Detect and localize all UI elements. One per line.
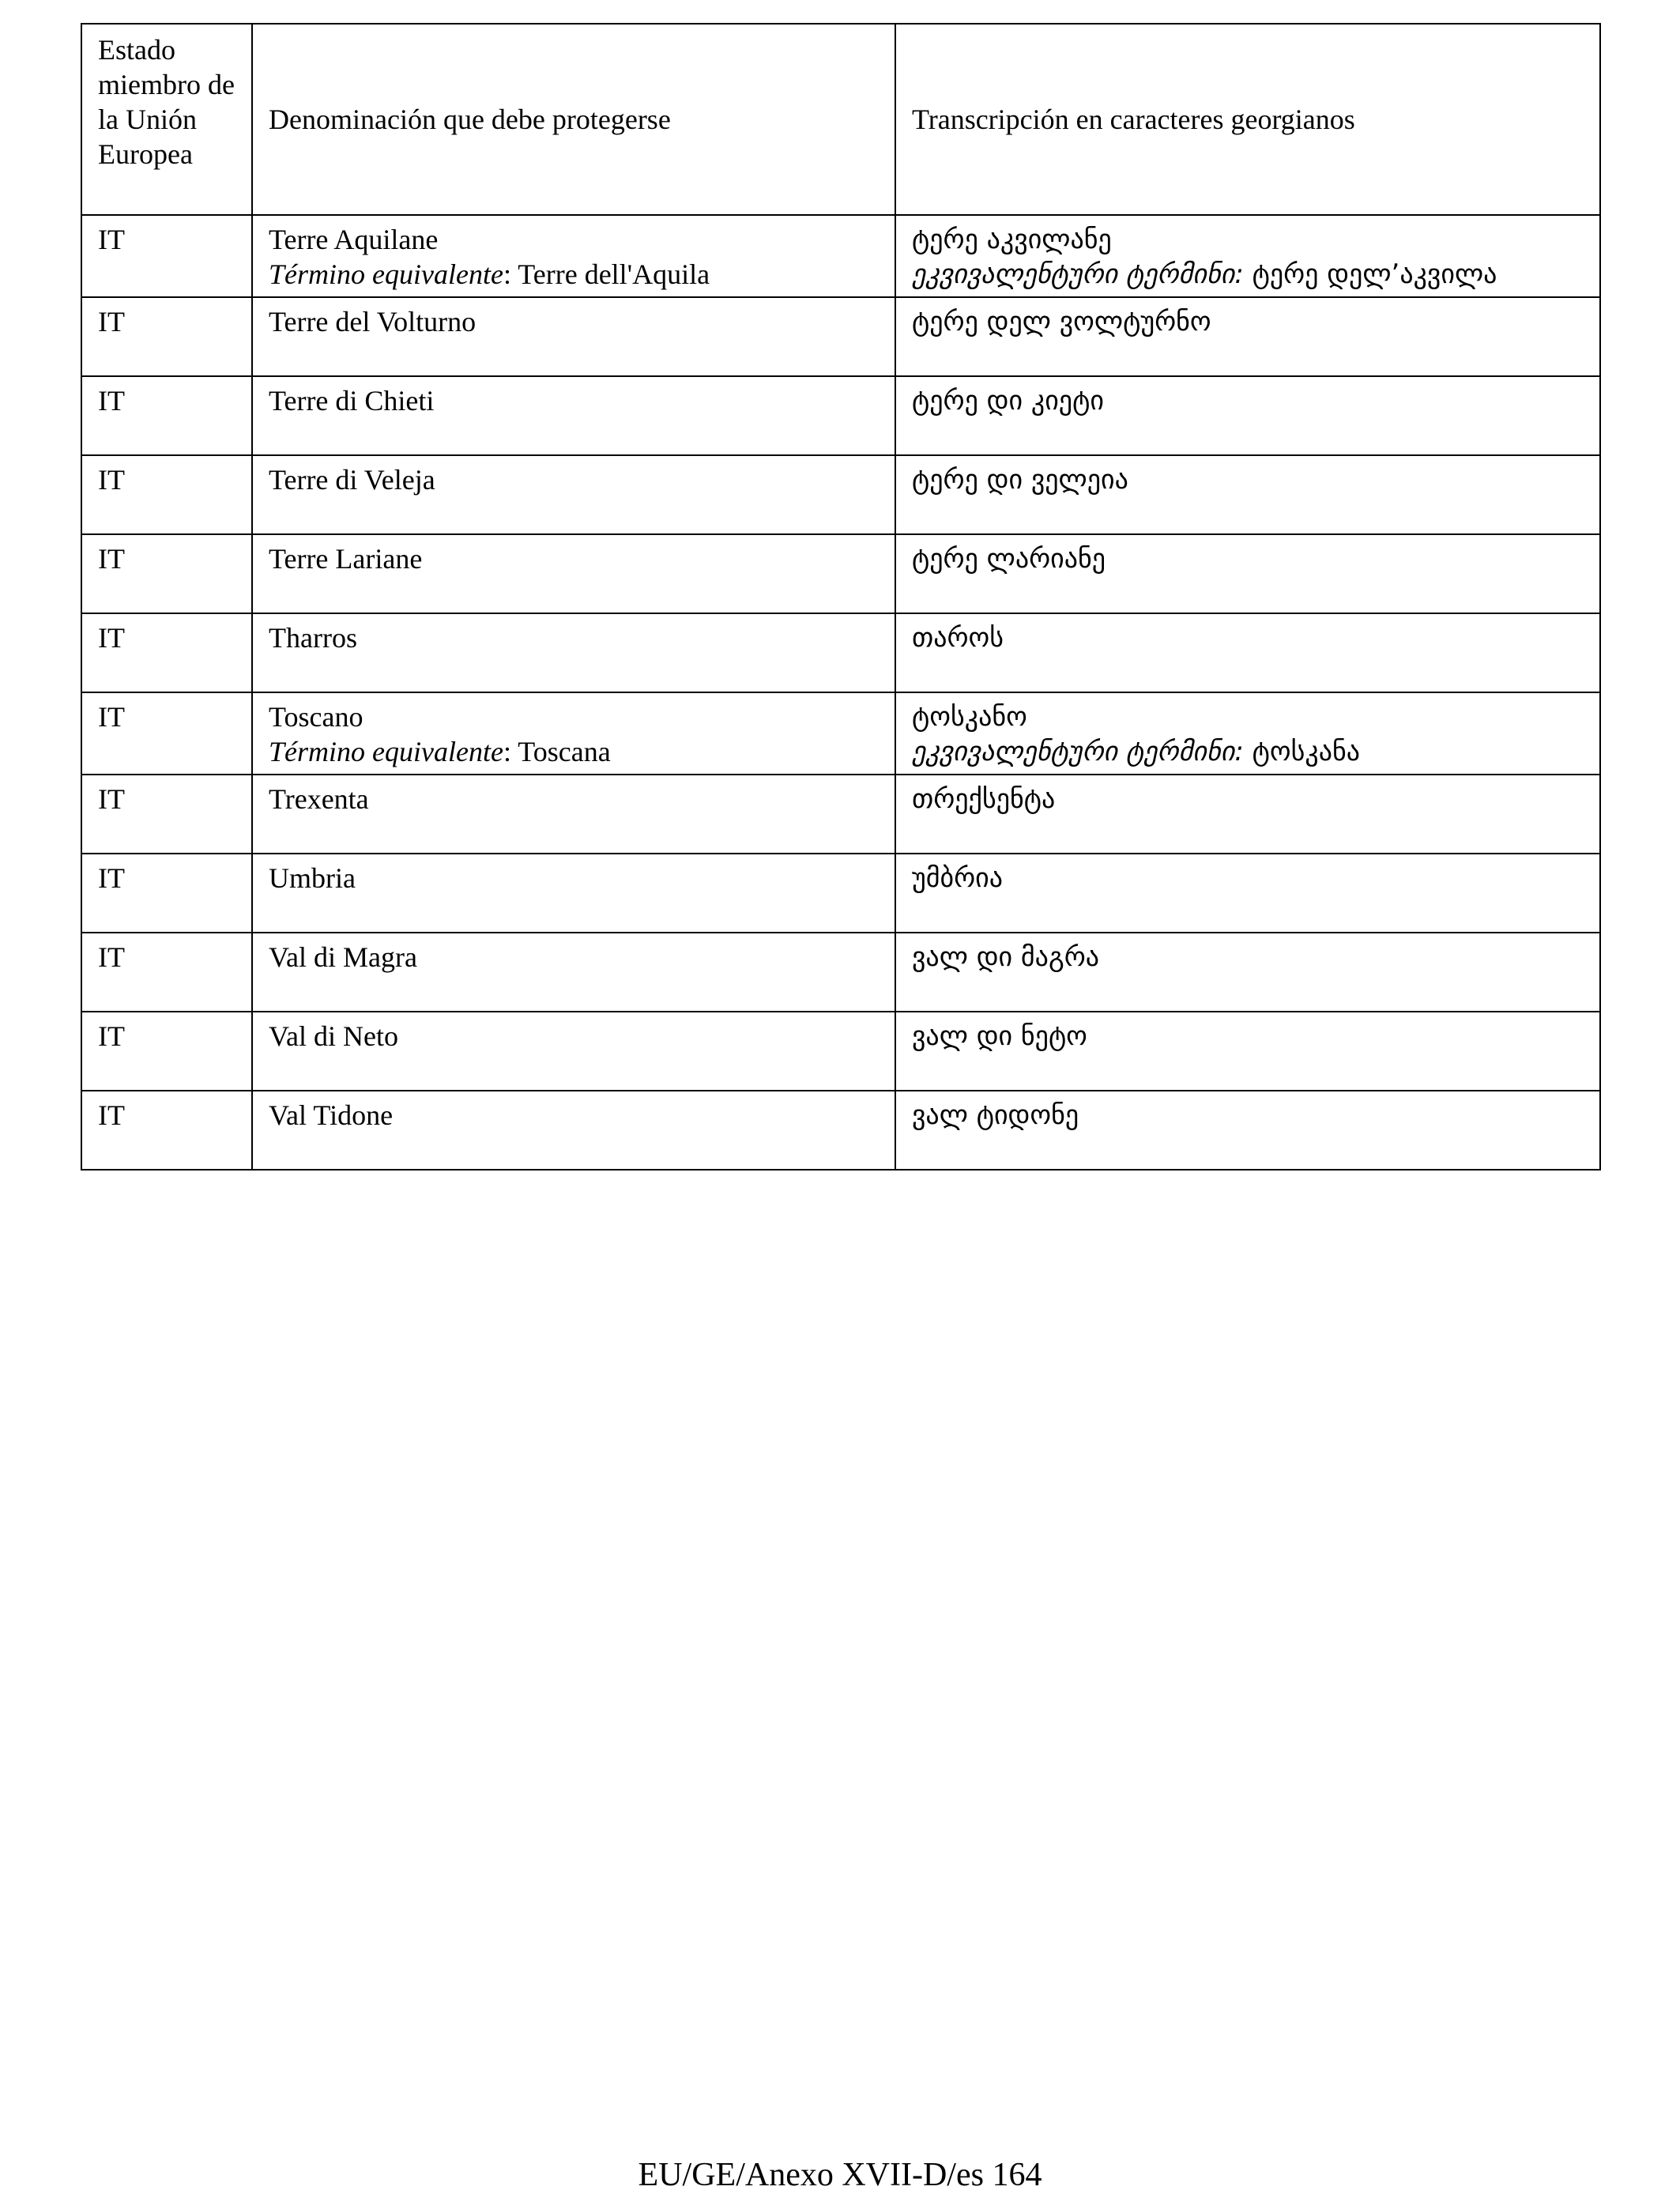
transcription-cell: ტერე ლარიანე <box>895 534 1600 613</box>
equivalent-term-line <box>269 257 879 292</box>
header-protected-name: Denominación que debe protegerse <box>252 24 895 215</box>
geographical-indications-table <box>81 23 1601 1171</box>
member-state-cell: IT <box>81 933 252 1012</box>
table-header-row <box>81 24 1600 215</box>
table-row <box>81 215 1600 297</box>
georgian-equivalent-label: ეკვივალენტური ტერმინი: <box>912 258 1244 290</box>
protected-name-cell: Terre di Veleja <box>252 455 895 534</box>
table-row <box>81 613 1600 692</box>
table-row <box>81 1091 1600 1170</box>
georgian-equivalent-line <box>912 257 1584 292</box>
transcription-cell: ვალ დი მაგრა <box>895 933 1600 1012</box>
georgian-transcription: ტოსკანო <box>912 701 1027 733</box>
transcription-cell: ტერე დელ ვოლტურნო <box>895 297 1600 376</box>
protected-name-cell: Val di Neto <box>252 1012 895 1091</box>
protected-name: Terre Aquilane <box>269 224 439 255</box>
protected-name: Toscano <box>269 701 363 733</box>
protected-name-cell: Umbria <box>252 854 895 933</box>
equivalent-term-label: Término equivalente <box>269 736 503 767</box>
table-row <box>81 692 1600 775</box>
member-state-cell: IT <box>81 215 252 297</box>
protected-name-cell: Val Tidone <box>252 1091 895 1170</box>
member-state-cell: IT <box>81 692 252 775</box>
transcription-cell <box>895 215 1600 297</box>
table-row <box>81 854 1600 933</box>
transcription-cell: თაროს <box>895 613 1600 692</box>
protected-name-cell: Tharros <box>252 613 895 692</box>
member-state-cell: IT <box>81 854 252 933</box>
table-row <box>81 455 1600 534</box>
member-state-cell: IT <box>81 534 252 613</box>
georgian-equivalent-value: ტოსკანა <box>1243 736 1360 767</box>
table-row <box>81 933 1600 1012</box>
equivalent-term-line <box>269 734 879 769</box>
protected-name-cell: Terre del Volturno <box>252 297 895 376</box>
protected-name-cell: Val di Magra <box>252 933 895 1012</box>
georgian-transcription: ტერე აკვილანე <box>912 224 1112 255</box>
table-row <box>81 1012 1600 1091</box>
protected-name-cell <box>252 692 895 775</box>
member-state-cell: IT <box>81 455 252 534</box>
table-row <box>81 376 1600 455</box>
transcription-cell: თრექსენტა <box>895 775 1600 854</box>
georgian-equivalent-line <box>912 734 1584 769</box>
equivalent-term-value: : Toscana <box>503 736 611 767</box>
member-state-cell: IT <box>81 613 252 692</box>
transcription-cell: ვალ ტიდონე <box>895 1091 1600 1170</box>
protected-name-cell <box>252 215 895 297</box>
georgian-equivalent-label: ეკვივალენტური ტერმინი: <box>912 736 1244 767</box>
page-footer-reference: EU/GE/Anexo XVII-D/es 164 <box>638 2157 1042 2193</box>
member-state-cell: IT <box>81 376 252 455</box>
header-member-state: Estado miembro de la Unión Europea <box>81 24 252 215</box>
equivalent-term-value: : Terre dell'Aquila <box>503 258 710 290</box>
transcription-cell <box>895 692 1600 775</box>
transcription-cell: ვალ დი ნეტო <box>895 1012 1600 1091</box>
protected-name-cell: Trexenta <box>252 775 895 854</box>
member-state-cell: IT <box>81 1012 252 1091</box>
equivalent-term-label: Término equivalente <box>269 258 503 290</box>
table-row <box>81 534 1600 613</box>
header-georgian-transcription: Transcripción en caracteres georgianos <box>895 24 1600 215</box>
georgian-equivalent-value: ტერე დელ’აკვილა <box>1243 258 1497 290</box>
transcription-cell: ტერე დი ველეია <box>895 455 1600 534</box>
protected-name-cell: Terre Lariane <box>252 534 895 613</box>
transcription-cell: ტერე დი კიეტი <box>895 376 1600 455</box>
member-state-cell: IT <box>81 775 252 854</box>
member-state-cell: IT <box>81 297 252 376</box>
member-state-cell: IT <box>81 1091 252 1170</box>
protected-name-cell: Terre di Chieti <box>252 376 895 455</box>
table-row <box>81 297 1600 376</box>
transcription-cell: უმბრია <box>895 854 1600 933</box>
table-row <box>81 775 1600 854</box>
